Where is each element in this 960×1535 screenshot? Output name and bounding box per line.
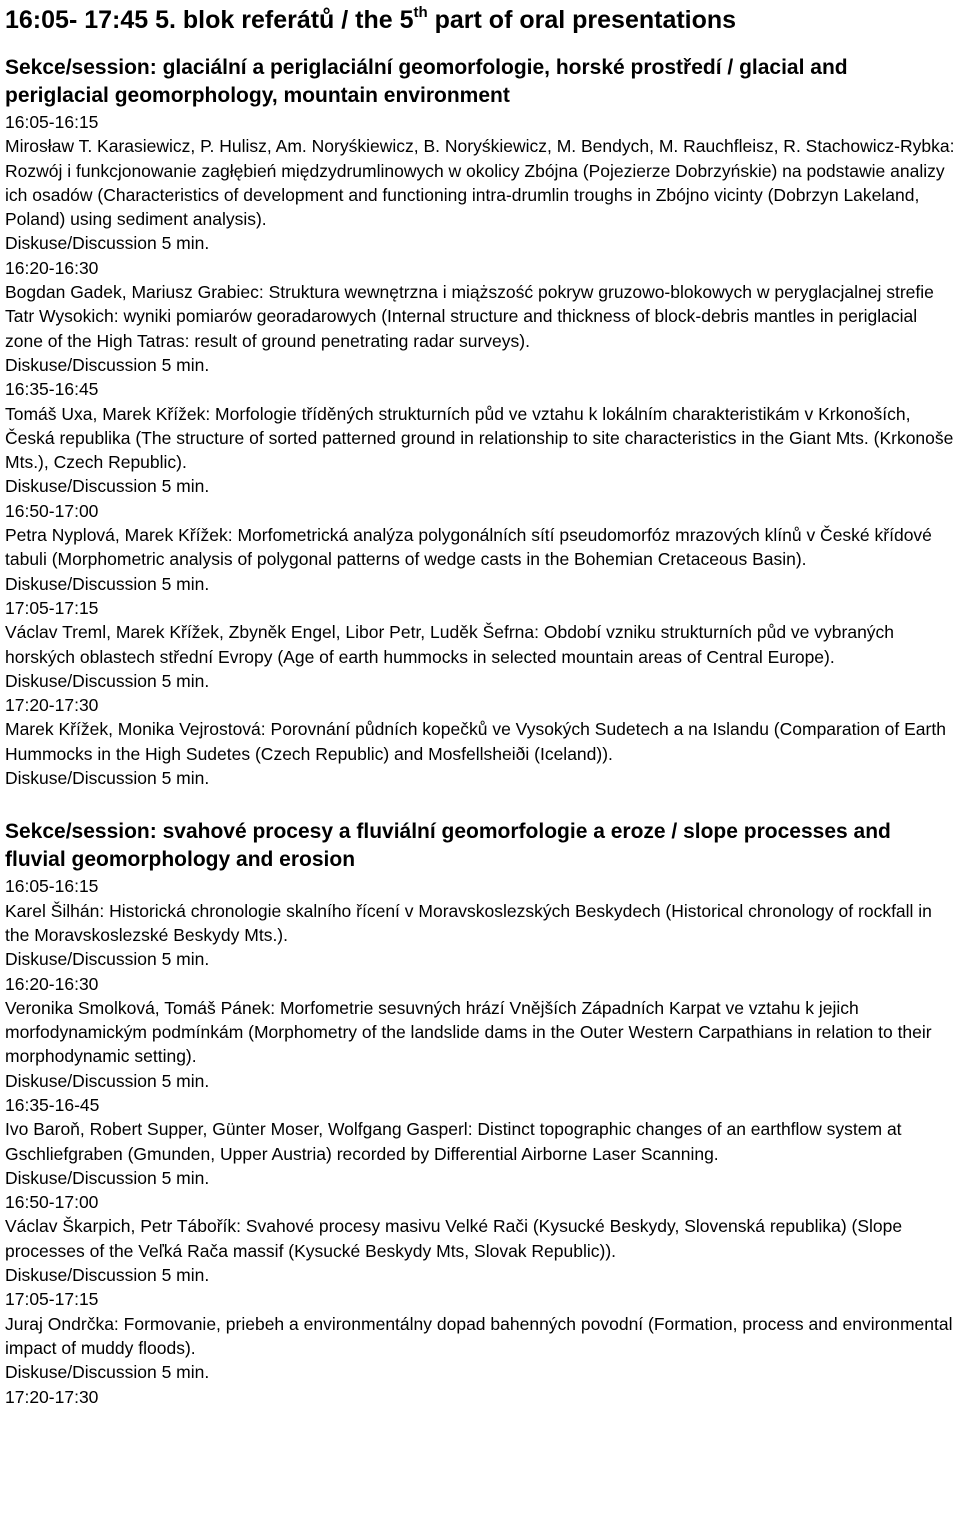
- talk-text: Václav Treml, Marek Křížek, Zbyněk Engel, Libor Petr, Luděk Šefrna: Období vzniku strukturních půd ve vybraných horských oblastech střední Evropy (Age of earth hummocks in selected mountain areas of Central Europe).: [5, 622, 895, 667]
- talk-entry: [5, 1093, 956, 1190]
- talk-entry: [5, 596, 956, 693]
- talk-entry: [5, 1385, 956, 1409]
- talk-text: Václav Škarpich, Petr Tábořík: Svahové procesy masivu Velké Rači (Kysucké Beskydy, Slovenská republika) (Slope processes of the Veľká Rača massif (Kysucké Beskydy Mts, Slovak Republic)).: [5, 1216, 903, 1261]
- talk-entry: [5, 377, 956, 498]
- talk-discussion: Diskuse/Discussion 5 min.: [5, 233, 210, 254]
- talk-entry: [5, 693, 956, 790]
- talk-text: Petra Nyplová, Marek Křížek: Morfometrická analýza polygonálních sítí pseudomorfóz mrazových klínů v České křídové tabuli (Morphometric analysis of polygonal patterns of wedge casts in the Bohemian Cretaceous Basin).: [5, 525, 932, 570]
- talk-discussion: Diskuse/Discussion 5 min.: [5, 476, 210, 497]
- talk-text: Tomáš Uxa, Marek Křížek: Morfologie tříděných strukturních půd ve vztahu k lokálním charakteristikám v Krkonoších, Česká republika (The structure of sorted patterned ground in relationship to site characteristics in the Giant Mts. (Krkonoše Mts.), Czech Republic).: [5, 403, 954, 473]
- talk-entry: [5, 499, 956, 596]
- talk-time: 16:50-17:00: [5, 500, 99, 521]
- talk-time: 17:20-17:30: [5, 1386, 99, 1407]
- talk-time: 16:35-16:45: [5, 379, 99, 400]
- block-title: [5, 2, 956, 38]
- session-title: Sekce/session: svahové procesy a fluviální geomorfologie a eroze / slope processes and fluvial geomorphology and erosion: [5, 820, 891, 872]
- talk-time: 16:05-16:15: [5, 876, 99, 897]
- talk-discussion: Diskuse/Discussion 5 min.: [5, 670, 210, 691]
- talk-entry: [5, 1287, 956, 1384]
- talk-text: Marek Křížek, Monika Vejrostová: Porovnání půdních kopečků ve Vysokých Sudetech a na Islandu (Comparation of Earth Hummocks in the High Sudetes (Czech Republic) and Mosfellsheiði (Iceland)).: [5, 719, 946, 764]
- talk-discussion: Diskuse/Discussion 5 min.: [5, 949, 210, 970]
- talk-entry: [5, 972, 956, 1093]
- block-title-suffix: part of oral presentations: [427, 6, 737, 34]
- sessions-container: [5, 54, 956, 1409]
- session-title: Sekce/session: glaciální a periglaciální geomorfologie, horské prostředí / glacial and periglacial geomorphology, mountain environment: [5, 56, 848, 107]
- talk-entry: [5, 110, 956, 256]
- talk-time: 16:50-17:00: [5, 1192, 99, 1213]
- talk-discussion: Diskuse/Discussion 5 min.: [5, 768, 210, 789]
- talk-text: Karel Šilhán: Historická chronologie skalního řícení v Moravskoslezských Beskydech (Historical chronology of rockfall in the Moravskoslezské Beskydy Mts.).: [5, 900, 932, 945]
- talk-text: Mirosław T. Karasiewicz, P. Hulisz, Am. Noryśkiewicz, B. Noryśkiewicz, M. Bendych, M. Rauchfleisz, R. Stachowicz-Rybka: Rozwój i funkcjonowanie zagłębień międzydrumlinowych w okolicy Zbójna (Pojezierze Dobrzyńskie) na podstawie analizy ich osadów (Characteristics of development and functioning intra-drumlin troughs in Zbójno vicinty (Dobrzyn Lakeland, Poland) using sediment analysis).: [5, 136, 955, 230]
- talk-time: 16:20-16:30: [5, 973, 99, 994]
- talk-text: Veronika Smolková, Tomáš Pánek: Morfometrie sesuvných hrází Vnějších Západních Karpat ve vztahu k jejich morfodynamickým podmínkám (Morphometry of the landslide dams in the Outer Western Carpathians in relation to their morphodynamic setting).: [5, 997, 932, 1067]
- talk-discussion: Diskuse/Discussion 5 min.: [5, 573, 210, 594]
- talk-discussion: Diskuse/Discussion 5 min.: [5, 1265, 210, 1286]
- session-2: [5, 818, 956, 1409]
- talk-discussion: Diskuse/Discussion 5 min.: [5, 1070, 210, 1091]
- talk-entry: [5, 1190, 956, 1287]
- talk-time: 16:20-16:30: [5, 257, 99, 278]
- block-title-superscript: th: [413, 3, 428, 21]
- talk-time: 16:35-16-45: [5, 1094, 100, 1115]
- session-1: [5, 54, 956, 790]
- talk-entry: [5, 874, 956, 971]
- talk-text: Juraj Ondrčka: Formovanie, priebeh a environmentálny dopad bahenných povodní (Formation, process and environmental impact of muddy floods).: [5, 1313, 953, 1358]
- talk-text: Bogdan Gadek, Mariusz Grabiec: Struktura wewnętrzna i miąższość pokryw gruzowo-blokowych w peryglacjalnej strefie Tatr Wysokich: wyniki pomiarów georadarowych (Internal structure and thickness of block-debris mantles in periglacial zone of the High Tatras: result of ground penetrating radar surveys).: [5, 282, 934, 351]
- talk-discussion: Diskuse/Discussion 5 min.: [5, 1167, 210, 1188]
- block-title-prefix: 16:05- 17:45 5. blok referátů / the 5: [5, 6, 414, 34]
- talk-discussion: Diskuse/Discussion 5 min.: [5, 1362, 210, 1383]
- talk-time: 17:05-17:15: [5, 597, 99, 618]
- talk-discussion: Diskuse/Discussion 5 min.: [5, 354, 210, 375]
- talk-time: 16:05-16:15: [5, 112, 99, 132]
- talk-entry: [5, 256, 956, 377]
- talk-text: Ivo Baroň, Robert Supper, Günter Moser, Wolfgang Gasperl: Distinct topographic changes of an earthflow system at Gschliefgraben (Gmunden, Upper Austria) recorded by Differential Airborne Laser Scanning.: [5, 1119, 902, 1164]
- talk-time: 17:05-17:15: [5, 1289, 99, 1310]
- talk-time: 17:20-17:30: [5, 695, 99, 716]
